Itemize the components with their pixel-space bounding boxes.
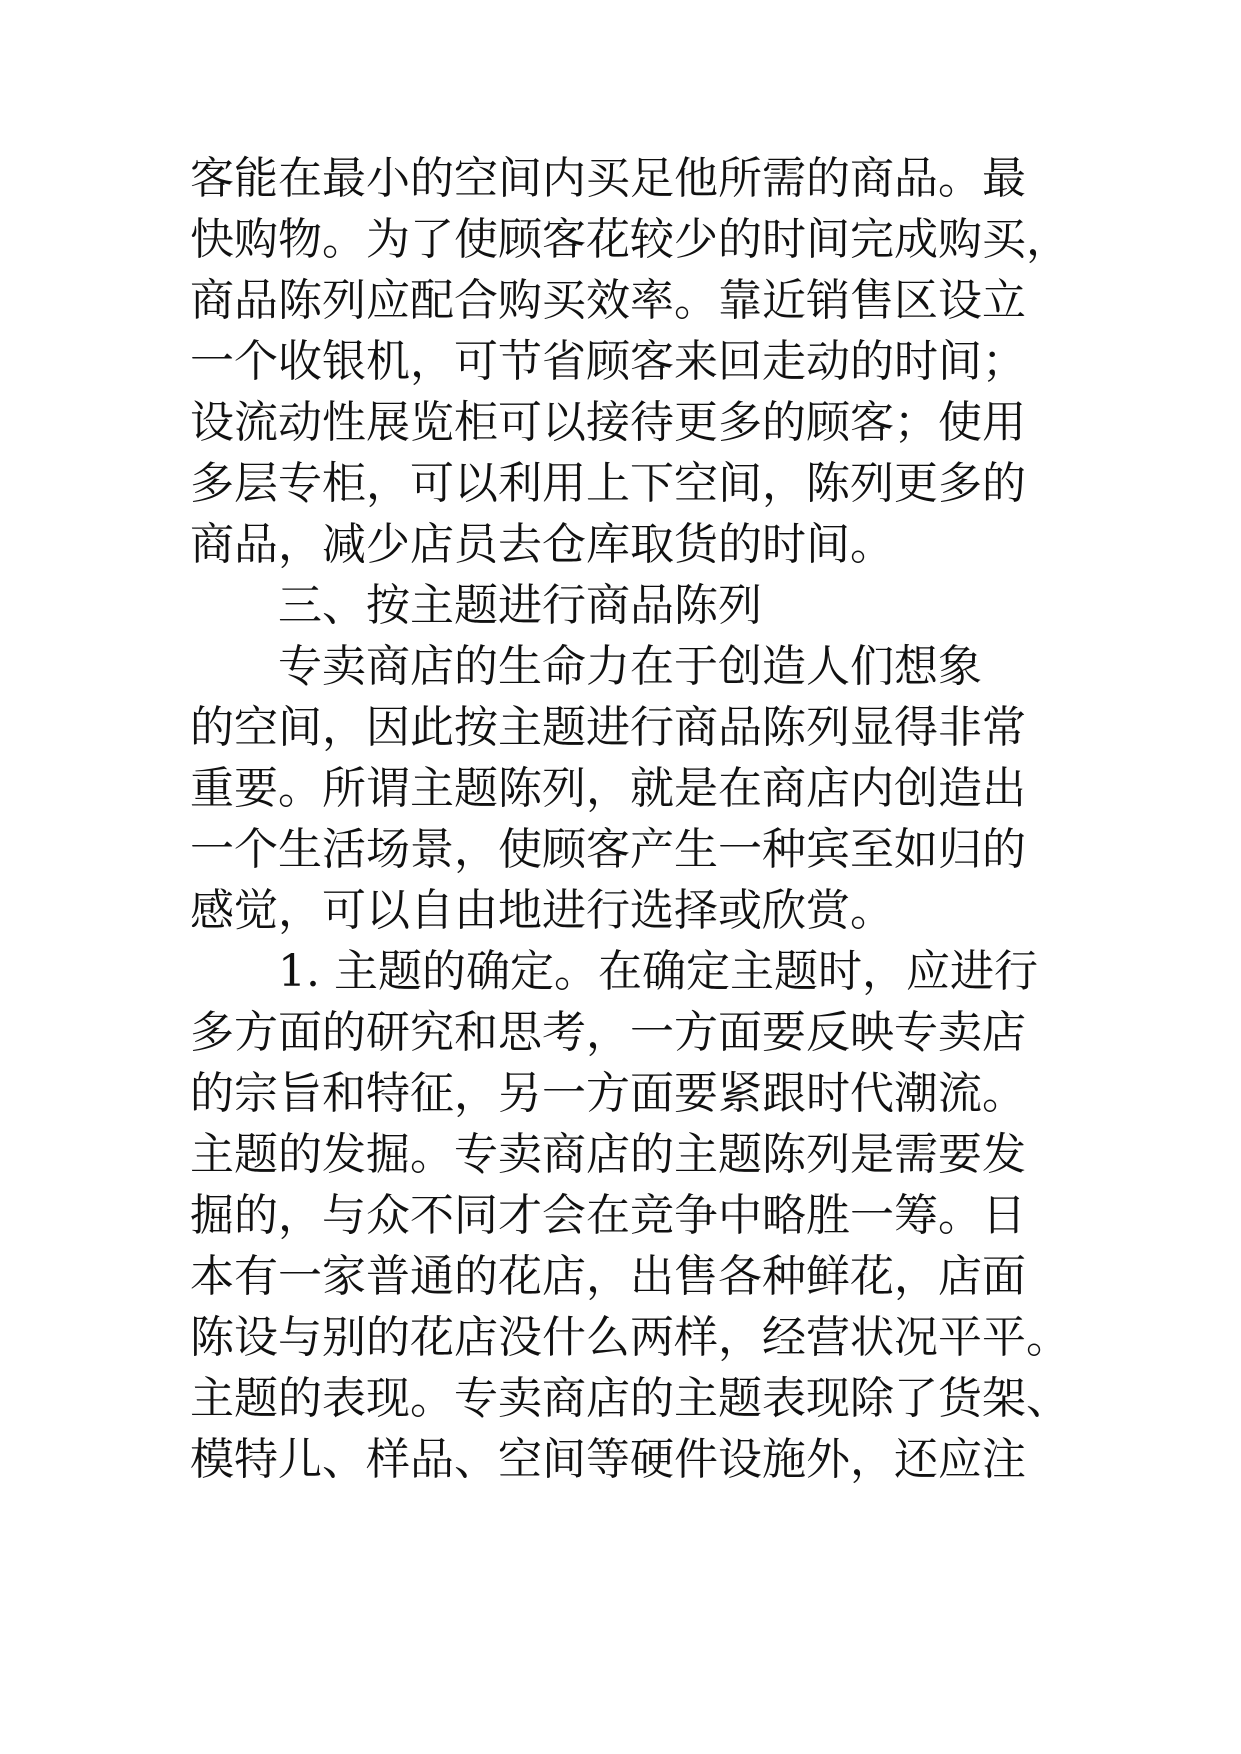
text-line: 重要。所谓主题陈列，就是在商店内创造出 (190, 763, 1026, 814)
text-line: 感觉，可以自由地进行选择或欣赏。 (190, 885, 894, 936)
text-line: 商品陈列应配合购买效率。靠近销售区设立 (190, 275, 1026, 326)
text-line: 本有一家普通的花店，出售各种鲜花，店面 (190, 1251, 1026, 1302)
text-line: 掘的，与众不同才会在竞争中略胜一筹。日 (190, 1190, 1026, 1241)
text-line: 快购物。为了使顾客花较少的时间完成购买， (190, 214, 1070, 265)
text-line: 一个生活场景，使顾客产生一种宾至如归的 (190, 824, 1026, 875)
text-line: 陈设与别的花店没什么两样，经营状况平平。 (190, 1312, 1070, 1363)
text-line: 一个收银机，可节省顾客来回走动的时间； (190, 336, 1026, 387)
text-line: 1. 主题的确定。在确定主题时，应进行 (278, 946, 1038, 997)
text-line: 多层专柜，可以利用上下空间，陈列更多的 (190, 458, 1026, 509)
text-line: 多方面的研究和思考，一方面要反映专卖店 (190, 1007, 1026, 1058)
text-line: 客能在最小的空间内买足他所需的商品。最 (190, 153, 1026, 204)
text-line: 设流动性展览柜可以接待更多的顾客；使用 (190, 397, 1026, 448)
body-text (190, 148, 1070, 1490)
text-line: 专卖商店的生命力在于创造人们想象 (278, 641, 982, 692)
section-heading: 三、按主题进行商品陈列 (278, 580, 762, 631)
text-line: 模特儿、样品、空间等硬件设施外，还应注 (190, 1434, 1026, 1485)
text-line: 的空间，因此按主题进行商品陈列显得非常 (190, 702, 1026, 753)
text-line: 商品，减少店员去仓库取货的时间。 (190, 519, 894, 570)
text-line: 主题的发掘。专卖商店的主题陈列是需要发 (190, 1129, 1026, 1180)
text-line: 主题的表现。专卖商店的主题表现除了货架、 (190, 1373, 1070, 1424)
text-line: 的宗旨和特征，另一方面要紧跟时代潮流。 (190, 1068, 1026, 1119)
